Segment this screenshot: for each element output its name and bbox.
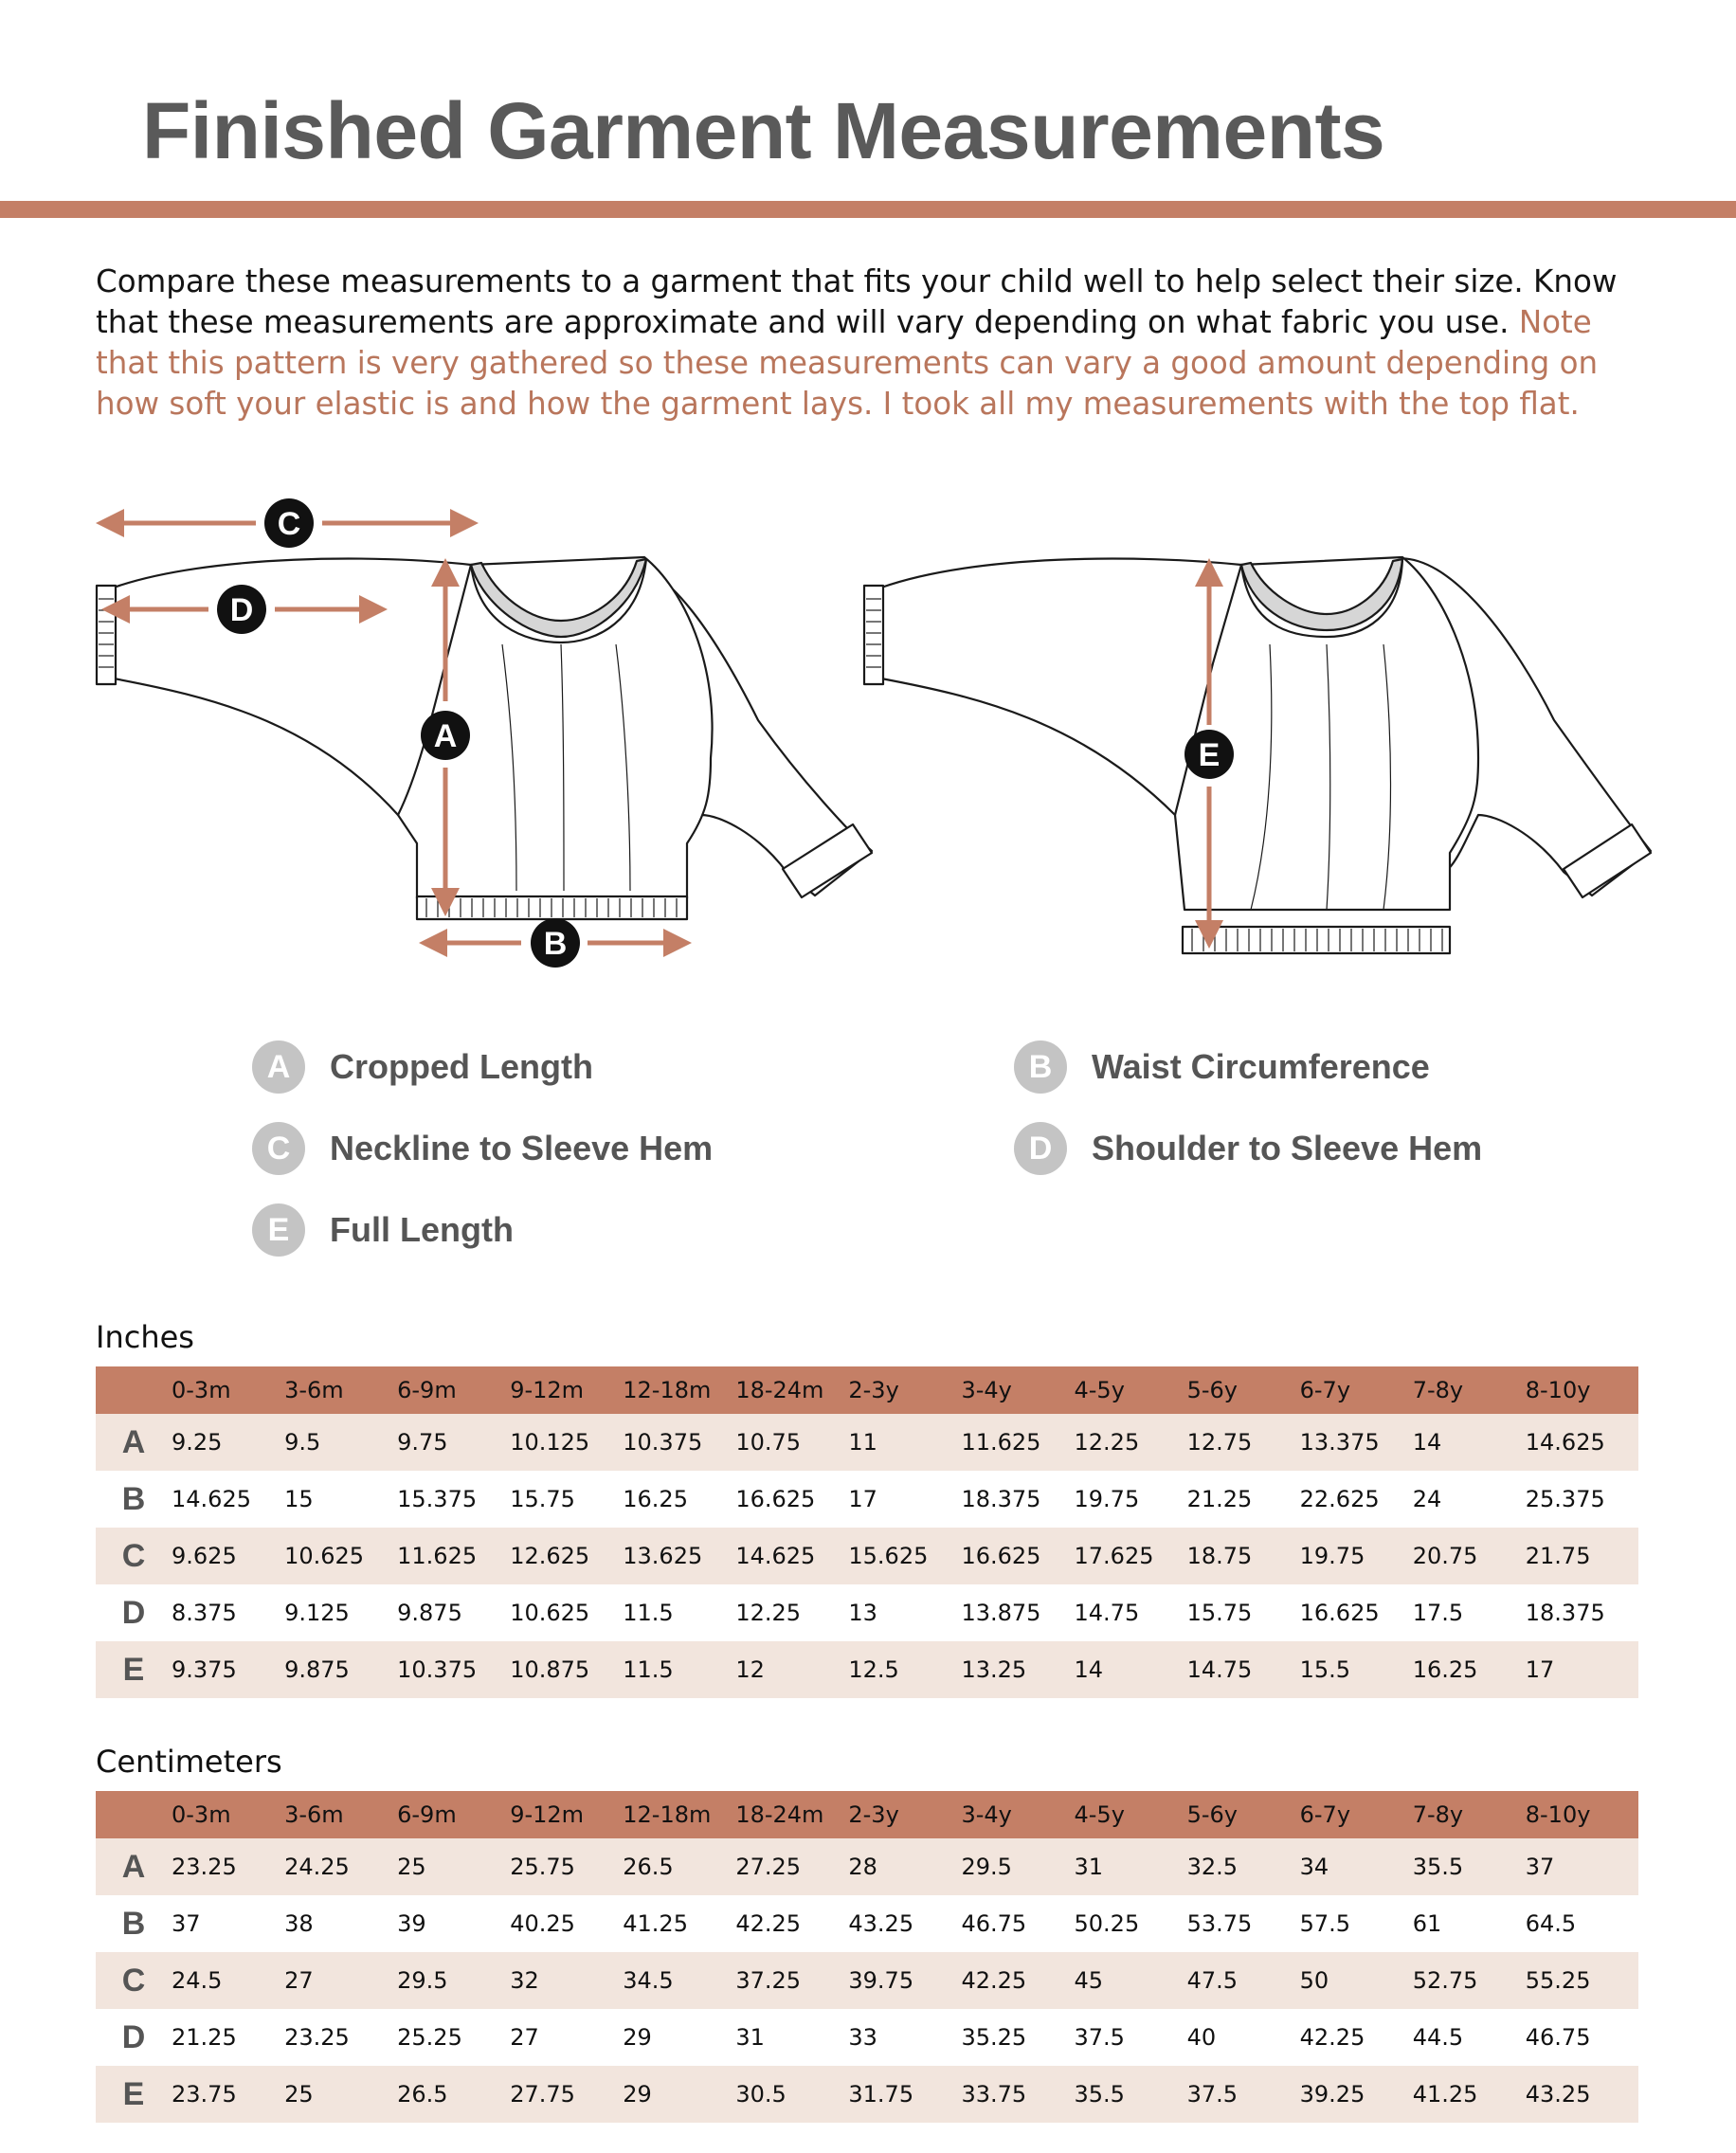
size-header: 5-6y [1187, 1791, 1300, 1838]
front-view-drawing [97, 557, 872, 919]
legend-marker-c: C [252, 1122, 305, 1175]
size-header: 2-3y [848, 1791, 961, 1838]
table-cell: 34.5 [623, 1952, 735, 2009]
table-cell: 14.625 [172, 1471, 284, 1528]
svg-text:A: A [433, 718, 458, 754]
size-header: 12-18m [623, 1366, 735, 1414]
table-cell: 31 [1075, 1838, 1187, 1895]
table-row [96, 1584, 1638, 1641]
table-row [96, 2009, 1638, 2066]
table-cell: 38 [284, 1895, 397, 1952]
table-cell: 47.5 [1187, 1952, 1300, 2009]
table-row [96, 1414, 1638, 1471]
table-cell: 41.25 [623, 1895, 735, 1952]
table-cell: 9.625 [172, 1528, 284, 1584]
table-cell: 45 [1075, 1952, 1187, 2009]
size-header: 0-3m [172, 1791, 284, 1838]
table-cell: 15 [284, 1471, 397, 1528]
table-cell: 14.75 [1075, 1584, 1187, 1641]
table-cell: 11.625 [397, 1528, 510, 1584]
table-cell: 37.25 [735, 1952, 848, 2009]
table-cell: 14.75 [1187, 1641, 1300, 1698]
corner-cell [96, 1791, 172, 1838]
table-row [96, 1952, 1638, 2009]
table-cell: 25 [397, 1838, 510, 1895]
table-cell: 16.625 [961, 1528, 1074, 1584]
table-cell: 55.25 [1526, 1952, 1638, 2009]
size-header: 6-7y [1300, 1366, 1413, 1414]
table-cell: 25.25 [397, 2009, 510, 2066]
table-cell: 39.25 [1300, 2066, 1413, 2123]
table-cell: 12.625 [510, 1528, 623, 1584]
table-cell: 15.75 [510, 1471, 623, 1528]
table-cell: 46.75 [961, 1895, 1074, 1952]
centimeters-label: Centimeters [96, 1744, 282, 1780]
table-cell: 33.75 [961, 2066, 1074, 2123]
size-header: 6-9m [397, 1366, 510, 1414]
table-cell: 50.25 [1075, 1895, 1187, 1952]
size-header: 3-4y [961, 1791, 1074, 1838]
corner-cell [96, 1366, 172, 1414]
table-cell: 9.875 [397, 1584, 510, 1641]
size-header: 4-5y [1075, 1366, 1187, 1414]
table-cell: 37 [1526, 1838, 1638, 1895]
row-label: E [96, 1641, 172, 1698]
size-header: 8-10y [1526, 1791, 1638, 1838]
table-cell: 53.75 [1187, 1895, 1300, 1952]
table-cell: 18.75 [1187, 1528, 1300, 1584]
legend-label-d: Shoulder to Sleeve Hem [1092, 1129, 1483, 1167]
legend-item-a [252, 1040, 593, 1094]
table-cell: 44.5 [1413, 2009, 1526, 2066]
table-cell: 39 [397, 1895, 510, 1952]
inches-table [96, 1366, 1638, 1698]
table-cell: 61 [1413, 1895, 1526, 1952]
size-header: 7-8y [1413, 1791, 1526, 1838]
legend-item-d [1014, 1122, 1482, 1175]
table-cell: 21.25 [1187, 1471, 1300, 1528]
table-cell: 21.25 [172, 2009, 284, 2066]
inches-header-row [96, 1366, 1638, 1414]
table-row [96, 1471, 1638, 1528]
table-cell: 57.5 [1300, 1895, 1413, 1952]
intro-paragraph [96, 262, 1650, 425]
table-cell: 9.125 [284, 1584, 397, 1641]
table-cell: 10.625 [510, 1584, 623, 1641]
table-cell: 43.25 [1526, 2066, 1638, 2123]
table-cell: 23.75 [172, 2066, 284, 2123]
table-cell: 11 [848, 1414, 961, 1471]
table-cell: 19.75 [1300, 1528, 1413, 1584]
table-cell: 35.5 [1413, 1838, 1526, 1895]
table-cell: 10.125 [510, 1414, 623, 1471]
legend-item-e [252, 1203, 514, 1257]
table-cell: 32 [510, 1952, 623, 2009]
table-cell: 12.25 [735, 1584, 848, 1641]
row-label: A [96, 1838, 172, 1895]
size-header: 12-18m [623, 1791, 735, 1838]
table-cell: 31.75 [848, 2066, 961, 2123]
table-cell: 26.5 [397, 2066, 510, 2123]
size-header: 3-6m [284, 1791, 397, 1838]
size-header: 18-24m [735, 1366, 848, 1414]
size-header: 18-24m [735, 1791, 848, 1838]
table-cell: 17.5 [1413, 1584, 1526, 1641]
table-cell: 16.625 [735, 1471, 848, 1528]
table-row [96, 1528, 1638, 1584]
size-header: 9-12m [510, 1366, 623, 1414]
table-cell: 14 [1075, 1641, 1187, 1698]
diagram-marker-b [531, 918, 580, 968]
row-label: D [96, 2009, 172, 2066]
table-cell: 15.5 [1300, 1641, 1413, 1698]
diagram-marker-d [217, 585, 266, 634]
row-label: B [96, 1895, 172, 1952]
table-cell: 43.25 [848, 1895, 961, 1952]
table-cell: 18.375 [1526, 1584, 1638, 1641]
table-cell: 17 [848, 1471, 961, 1528]
table-cell: 14.625 [735, 1528, 848, 1584]
table-cell: 19.75 [1075, 1471, 1187, 1528]
table-cell: 15.75 [1187, 1584, 1300, 1641]
diagram-marker-a [421, 711, 470, 760]
table-cell: 9.75 [397, 1414, 510, 1471]
table-cell: 32.5 [1187, 1838, 1300, 1895]
table-cell: 11.5 [623, 1584, 735, 1641]
table-cell: 9.875 [284, 1641, 397, 1698]
row-label: D [96, 1584, 172, 1641]
size-header: 6-9m [397, 1791, 510, 1838]
table-cell: 33 [848, 2009, 961, 2066]
table-cell: 12 [735, 1641, 848, 1698]
size-header: 3-4y [961, 1366, 1074, 1414]
legend-label-e: Full Length [330, 1210, 514, 1249]
legend-item-c [252, 1122, 713, 1175]
table-cell: 16.25 [623, 1471, 735, 1528]
size-header: 6-7y [1300, 1791, 1413, 1838]
table-cell: 22.625 [1300, 1471, 1413, 1528]
table-cell: 24.5 [172, 1952, 284, 2009]
table-cell: 24 [1413, 1471, 1526, 1528]
table-cell: 12.5 [848, 1641, 961, 1698]
table-cell: 10.75 [735, 1414, 848, 1471]
table-cell: 13.875 [961, 1584, 1074, 1641]
legend-label-c: Neckline to Sleeve Hem [330, 1129, 714, 1167]
table-cell: 12.25 [1075, 1414, 1187, 1471]
garment-diagrams [0, 474, 1736, 1004]
table-cell: 28 [848, 1838, 961, 1895]
legend-label-b: Waist Circumference [1092, 1047, 1430, 1086]
svg-text:D: D [229, 592, 254, 628]
svg-text:E: E [1198, 737, 1221, 773]
table-cell: 37.5 [1187, 2066, 1300, 2123]
table-cell: 29.5 [397, 1952, 510, 2009]
table-cell: 13.375 [1300, 1414, 1413, 1471]
table-cell: 17 [1526, 1641, 1638, 1698]
svg-text:C: C [277, 506, 301, 542]
table-cell: 42.25 [735, 1895, 848, 1952]
table-cell: 15.625 [848, 1528, 961, 1584]
table-cell: 13 [848, 1584, 961, 1641]
diagram-marker-e [1184, 730, 1234, 779]
table-cell: 12.75 [1187, 1414, 1300, 1471]
row-label: B [96, 1471, 172, 1528]
table-cell: 39.75 [848, 1952, 961, 2009]
table-cell: 9.25 [172, 1414, 284, 1471]
table-cell: 29 [623, 2009, 735, 2066]
table-cell: 50 [1300, 1952, 1413, 2009]
size-header: 0-3m [172, 1366, 284, 1414]
intro-text: Compare these measurements to a garment that fits your child well to help select their size. Know that these measurements are approximate and will vary depending on what fabric you use. [96, 263, 1618, 340]
table-cell: 25.75 [510, 1838, 623, 1895]
table-cell: 40 [1187, 2009, 1300, 2066]
table-cell: 64.5 [1526, 1895, 1638, 1952]
table-row [96, 1641, 1638, 1698]
table-cell: 16.25 [1413, 1641, 1526, 1698]
table-cell: 30.5 [735, 2066, 848, 2123]
title-divider [0, 201, 1736, 218]
table-cell: 27.75 [510, 2066, 623, 2123]
size-header: 9-12m [510, 1791, 623, 1838]
table-cell: 11.5 [623, 1641, 735, 1698]
table-cell: 8.375 [172, 1584, 284, 1641]
size-header: 3-6m [284, 1366, 397, 1414]
legend-marker-b: B [1014, 1040, 1067, 1094]
size-header: 7-8y [1413, 1366, 1526, 1414]
size-header: 4-5y [1075, 1791, 1187, 1838]
table-cell: 37.5 [1075, 2009, 1187, 2066]
row-label: C [96, 1528, 172, 1584]
svg-text:B: B [543, 926, 568, 962]
table-cell: 34 [1300, 1838, 1413, 1895]
table-cell: 41.25 [1413, 2066, 1526, 2123]
row-label: E [96, 2066, 172, 2123]
row-label: A [96, 1414, 172, 1471]
legend-marker-e: E [252, 1203, 305, 1257]
table-cell: 52.75 [1413, 1952, 1526, 2009]
table-cell: 23.25 [172, 1838, 284, 1895]
table-cell: 35.5 [1075, 2066, 1187, 2123]
table-cell: 31 [735, 2009, 848, 2066]
table-cell: 46.75 [1526, 2009, 1638, 2066]
table-row [96, 1838, 1638, 1895]
legend-marker-d: D [1014, 1122, 1067, 1175]
table-cell: 10.375 [623, 1414, 735, 1471]
table-cell: 9.375 [172, 1641, 284, 1698]
table-cell: 42.25 [961, 1952, 1074, 2009]
table-cell: 29.5 [961, 1838, 1074, 1895]
table-cell: 15.375 [397, 1471, 510, 1528]
table-cell: 17.625 [1075, 1528, 1187, 1584]
page-title: Finished Garment Measurements [142, 86, 1385, 175]
table-cell: 42.25 [1300, 2009, 1413, 2066]
inches-label: Inches [96, 1319, 194, 1355]
table-row [96, 1895, 1638, 1952]
diagram-marker-c [264, 498, 314, 548]
table-row [96, 2066, 1638, 2123]
table-cell: 23.25 [284, 2009, 397, 2066]
back-view-drawing [864, 557, 1651, 953]
table-cell: 16.625 [1300, 1584, 1413, 1641]
table-cell: 13.25 [961, 1641, 1074, 1698]
table-cell: 29 [623, 2066, 735, 2123]
table-cell: 21.75 [1526, 1528, 1638, 1584]
row-label: C [96, 1952, 172, 2009]
table-cell: 10.625 [284, 1528, 397, 1584]
table-cell: 14.625 [1526, 1414, 1638, 1471]
table-cell: 25 [284, 2066, 397, 2123]
table-cell: 27 [284, 1952, 397, 2009]
table-cell: 18.375 [961, 1471, 1074, 1528]
table-cell: 9.5 [284, 1414, 397, 1471]
table-cell: 10.875 [510, 1641, 623, 1698]
legend-item-b [1014, 1040, 1430, 1094]
table-cell: 37 [172, 1895, 284, 1952]
table-cell: 25.375 [1526, 1471, 1638, 1528]
centimeters-table [96, 1791, 1638, 2123]
intro-note: Note that this pattern is very gathered so these measurements can vary a good amount depending on how soft your elastic is and how the garment lays. I took all my measurements with the top flat. [96, 304, 1599, 422]
table-cell: 26.5 [623, 1838, 735, 1895]
size-header: 5-6y [1187, 1366, 1300, 1414]
legend-marker-a: A [252, 1040, 305, 1094]
legend-label-a: Cropped Length [330, 1047, 593, 1086]
size-header: 8-10y [1526, 1366, 1638, 1414]
centimeters-header-row [96, 1791, 1638, 1838]
table-cell: 14 [1413, 1414, 1526, 1471]
table-cell: 10.375 [397, 1641, 510, 1698]
table-cell: 35.25 [961, 2009, 1074, 2066]
table-cell: 24.25 [284, 1838, 397, 1895]
table-cell: 13.625 [623, 1528, 735, 1584]
size-header: 2-3y [848, 1366, 961, 1414]
table-cell: 20.75 [1413, 1528, 1526, 1584]
table-cell: 40.25 [510, 1895, 623, 1952]
table-cell: 27.25 [735, 1838, 848, 1895]
table-cell: 27 [510, 2009, 623, 2066]
table-cell: 11.625 [961, 1414, 1074, 1471]
